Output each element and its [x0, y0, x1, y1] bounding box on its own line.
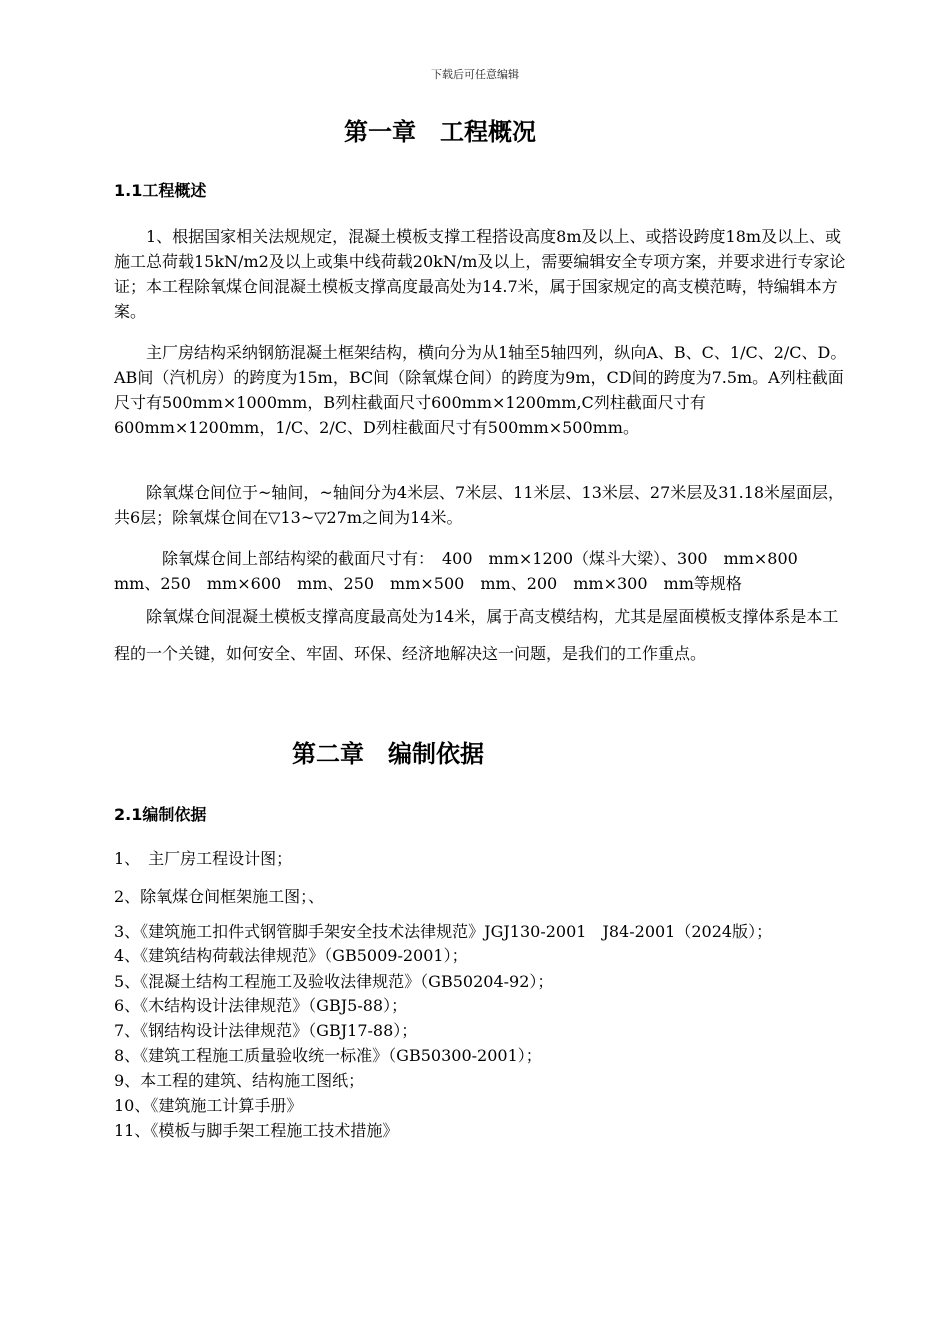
basis-item: 2、除氧煤仓间框架施工图；、 — [114, 887, 325, 906]
basis-item: 10、《建筑施工计算手册》 — [114, 1096, 303, 1115]
basis-item: 8、《建筑工程施工质量验收统一标准》（GB50300-2001）； — [114, 1046, 542, 1065]
basis-item: 5、《混凝土结构工程施工及验收法律规范》（GB50204-92）； — [114, 972, 554, 991]
basis-item: 1、 主厂房工程设计图； — [114, 849, 293, 868]
ch1-paragraph-1: 1、根据国家相关法规规定，混凝土模板支撑工程搭设高度8m及以上、或搭设跨度18m及以上、或施工总荷载15kN/m2及以上或集中线荷载20kN/m及以上，需要编辑安全专项方案，并要求进行专家论证；本工程除氧煤仓间混凝土模板支撑高度最高处为14.7米，属于国家规定的高支模范畴，特编辑本方案。 — [114, 227, 846, 321]
basis-item: 11、《模板与脚手架工程施工技术措施》 — [114, 1121, 399, 1140]
section-2-1-title: 2.1编制依据 — [114, 805, 207, 824]
ch1-paragraph-5: 除氧煤仓间混凝土模板支撑高度最高处为14米，属于高支模结构，尤其是屋面模板支撑体系是本工程的一个关键，如何安全、牢固、环保、经济地解决这一问题，是我们的工作重点。 — [114, 607, 839, 663]
ch1-paragraph-2: 主厂房结构采纳钢筋混凝土框架结构，横向分为从1轴至5轴四列，纵向A、B、C、1/C、2/C、D。AB间（汽机房）的跨度为15m，BC间（除氧煤仓间）的跨度为9m，CD间的跨度为7.5m。A列柱截面尺寸有500mm×1000mm，B列柱截面尺寸600mm×1200mm,C列柱截面尺寸有600mm×1200mm，1/C、2/C、D列柱截面尺寸有500mm×500mm。 — [114, 343, 847, 437]
basis-item: 4、《建筑结构荷载法律规范》（GB5009-2001）； — [114, 946, 468, 965]
basis-item: 6、《木结构设计法律规范》（GBJ5-88）； — [114, 996, 408, 1015]
ch1-paragraph-3: 除氧煤仓间位于~轴间，~轴间分为4米层、7米层、11米层、13米层、27米层及31.18米屋面层，共6层；除氧煤仓间在▽13~▽27m之间为14米。 — [114, 483, 845, 527]
section-1-1-title: 1.1工程概述 — [114, 181, 207, 200]
basis-item: 9、本工程的建筑、结构施工图纸； — [114, 1071, 365, 1090]
chapter-1-title: 第一章 工程概况 — [344, 118, 536, 146]
basis-item: 7、《钢结构设计法律规范》（GBJ17-88）； — [114, 1021, 418, 1040]
ch1-paragraph-4: 除氧煤仓间上部结构梁的截面尺寸有： 400 mm×1200（煤斗大梁）、300 mm×800 mm、250 mm×600 mm、250 mm×500 mm、200 mm×300 mm等规格 — [114, 549, 814, 593]
basis-item: 3、《建筑施工扣件式钢管脚手架安全技术法律规范》JGJ130-2001 J84-2001（2024版）； — [114, 922, 773, 941]
chapter-2-title: 第二章 编制依据 — [292, 740, 484, 768]
page-header: 下载后可任意编辑 — [431, 68, 519, 81]
